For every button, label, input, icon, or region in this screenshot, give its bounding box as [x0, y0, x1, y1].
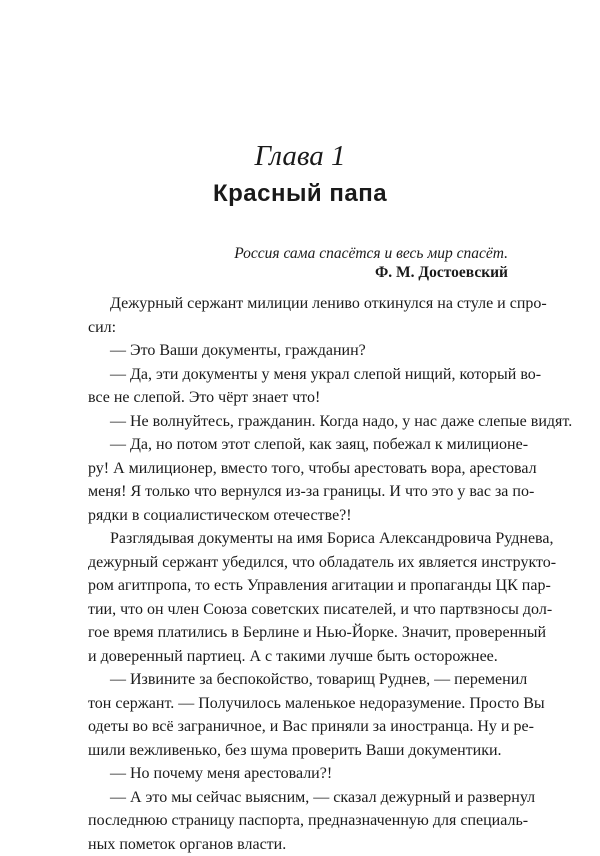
body-text — [88, 292, 514, 856]
text-line: — Да, эти документы у меня украл слепой нищий, который во- — [88, 363, 514, 387]
text-line: тии, что он член Союза советских писателей, и что партвзносы дол- — [88, 598, 514, 622]
text-line: одеты во всё заграничное, и Вас приняли за иностранца. Ну и ре- — [88, 715, 514, 739]
text-line: ных пометок органов власти. — [88, 833, 514, 856]
text-line: — Да, но потом этот слепой, как заяц, побежал к милиционе- — [88, 433, 514, 457]
text-line: шили вежливенько, без шума проверить Ваши документики. — [88, 739, 514, 763]
text-line: ру! А милиционер, вместо того, чтобы арестовать вора, арестовал — [88, 457, 514, 481]
text-line: и доверенный партиец. А с такими лучше быть осторожнее. — [88, 645, 514, 669]
text-line: сил: — [88, 316, 514, 340]
epigraph-quote: Россия сама спасётся и весь мир спасёт. — [234, 244, 508, 263]
text-line: — Не волнуйтесь, гражданин. Когда надо, у нас даже слепые видят. — [88, 410, 514, 434]
text-line: — Извините за беспокойство, товарищ Руднев, — переменил — [88, 668, 514, 692]
text-line: рядки в социалистическом отечестве?! — [88, 504, 514, 528]
text-line: Разглядывая документы на имя Бориса Александровича Руднева, — [88, 527, 514, 551]
text-line: гое время платились в Берлине и Нью-Йорке. Значит, проверенный — [88, 621, 514, 645]
epigraph — [234, 244, 508, 282]
chapter-title: Красный папа — [0, 180, 600, 208]
chapter-number: Глава 1 — [0, 140, 600, 173]
text-line: — Это Ваши документы, гражданин? — [88, 339, 514, 363]
text-line: ром агитпропа, то есть Управления агитации и пропаганды ЦК пар- — [88, 574, 514, 598]
text-line: Дежурный сержант милиции лениво откинулся на стуле и спро- — [88, 292, 514, 316]
text-line: — А это мы сейчас выясним, — сказал дежурный и развернул — [88, 786, 514, 810]
epigraph-author: Ф. М. Достоевский — [234, 263, 508, 282]
text-line: последнюю страницу паспорта, предназначенную для специаль- — [88, 809, 514, 833]
text-line: дежурный сержант убедился, что обладатель их является инструкто- — [88, 551, 514, 575]
text-line: тон сержант. — Получилось маленькое недоразумение. Просто Вы — [88, 692, 514, 716]
text-line: — Но почему меня арестовали?! — [88, 762, 514, 786]
text-line: меня! Я только что вернулся из-за границы. И что это у вас за по- — [88, 480, 514, 504]
text-line: все не слепой. Это чёрт знает что! — [88, 386, 514, 410]
